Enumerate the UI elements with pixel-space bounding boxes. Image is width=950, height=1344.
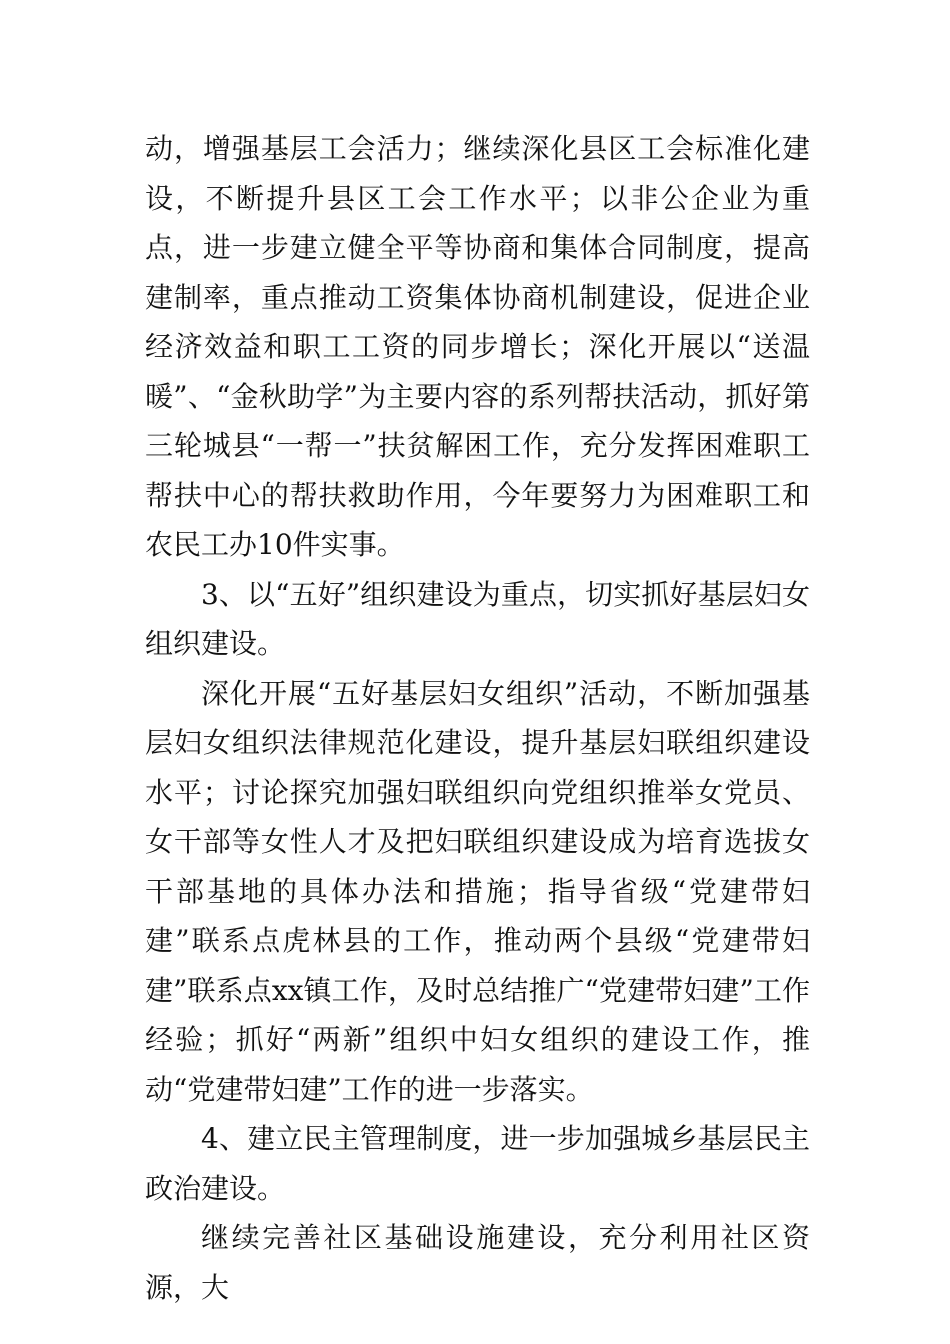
paragraph-5: 继续完善社区基础设施建设，充分利用社区资源，大 bbox=[145, 1221, 810, 1304]
document-body bbox=[145, 124, 810, 1312]
paragraph-2-heading: 3、以“五好”组织建设为重点，切实抓好基层妇女组织建设。 bbox=[145, 577, 810, 660]
paragraph-1: 动，增强基层工会活力；继续深化县区工会标准化建设，不断提升县区工会工作水平；以非公企业为重点，进一步建立健全平等协商和集体合同制度，提高建制率，重点推动工资集体协商机制建设，促进企业经济效益和职工工资的同步增长；深化开展以“送温暖”、“金秋助学”为主要内容的系列帮扶活动，抓好第三轮城县“一帮一”扶贫解困工作，充分发挥困难职工帮扶中心的帮扶救助作用，今年要努力为困难职工和农民工办10件实事。 bbox=[145, 132, 810, 561]
paragraph-3: 深化开展“五好基层妇女组织”活动，不断加强基层妇女组织法律规范化建设，提升基层妇联组织建设水平；讨论探究加强妇联组织向党组织推举女党员、女干部等女性人才及把妇联组织建设成为培育选拔女干部基地的具体办法和措施；指导省级“党建带妇建”联系点虎林县的工作，推动两个县级“党建带妇建”联系点xx镇工作，及时总结推广“党建带妇建”工作经验；抓好“两新”组织中妇女组织的建设工作，推动“党建带妇建”工作的进一步落实。 bbox=[145, 676, 810, 1106]
paragraph-4-heading: 4、建立民主管理制度，进一步加强城乡基层民主政治建设。 bbox=[145, 1122, 810, 1205]
